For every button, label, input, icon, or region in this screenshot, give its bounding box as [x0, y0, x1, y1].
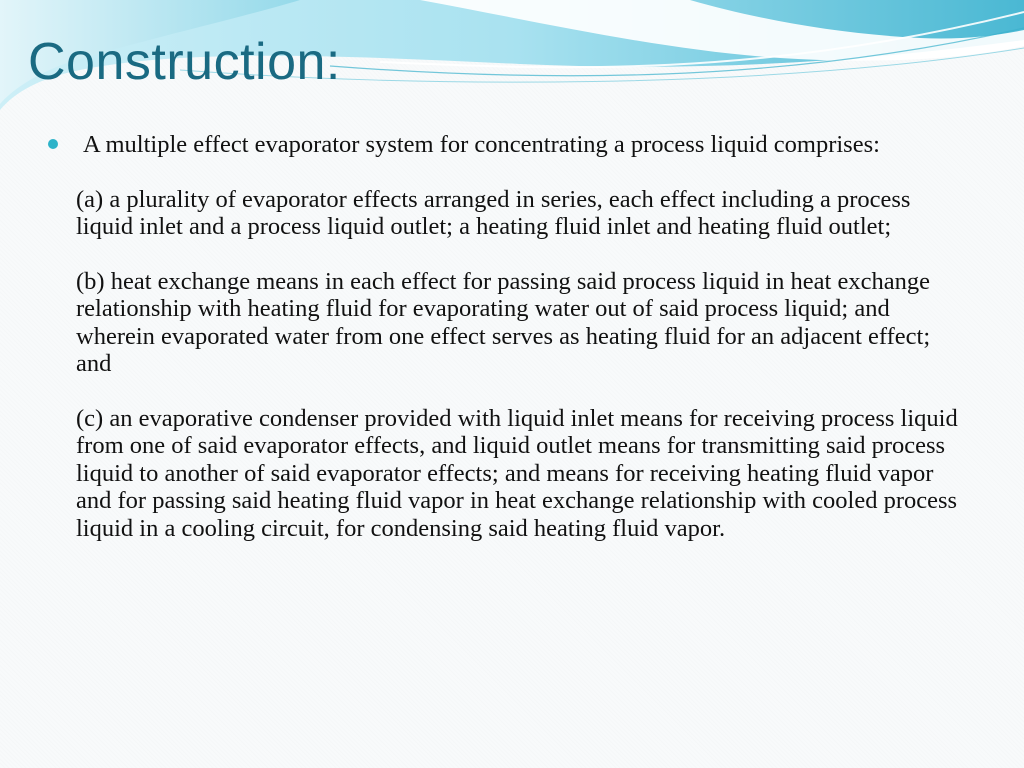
bullet-dot-icon	[48, 139, 58, 149]
bullet-item-a: (a) a plurality of evaporator effects arranged in series, each effect including a process liquid inlet and a process liquid outlet; a heating fluid inlet and heating fluid outlet;	[76, 185, 911, 241]
bullet-item-c: (c) an evaporative condenser provided with liquid inlet means for receiving process liquid from one of said evaporator effects, and liquid outlet means for transmitting said process liquid to another of said evaporator effects; and means for receiving heating fluid vapor and for passing said heating fluid vapor in heat exchange relationship with cooled process liquid in a cooling circuit, for condensing said heating fluid vapor.	[76, 405, 958, 542]
bullet-item-b: (b) heat exchange means in each effect for passing said process liquid in heat exchange relationship with heating fluid for evaporating water out of said process liquid; and wherein evaporated water from one effect serves as heating fluid for an adjacent effect; and	[76, 268, 931, 378]
bullet-intro-text: A multiple effect evaporator system for concentrating a process liquid comprises:	[83, 131, 880, 158]
bullet-content	[76, 131, 966, 542]
slide-title: Construction:	[28, 33, 341, 91]
